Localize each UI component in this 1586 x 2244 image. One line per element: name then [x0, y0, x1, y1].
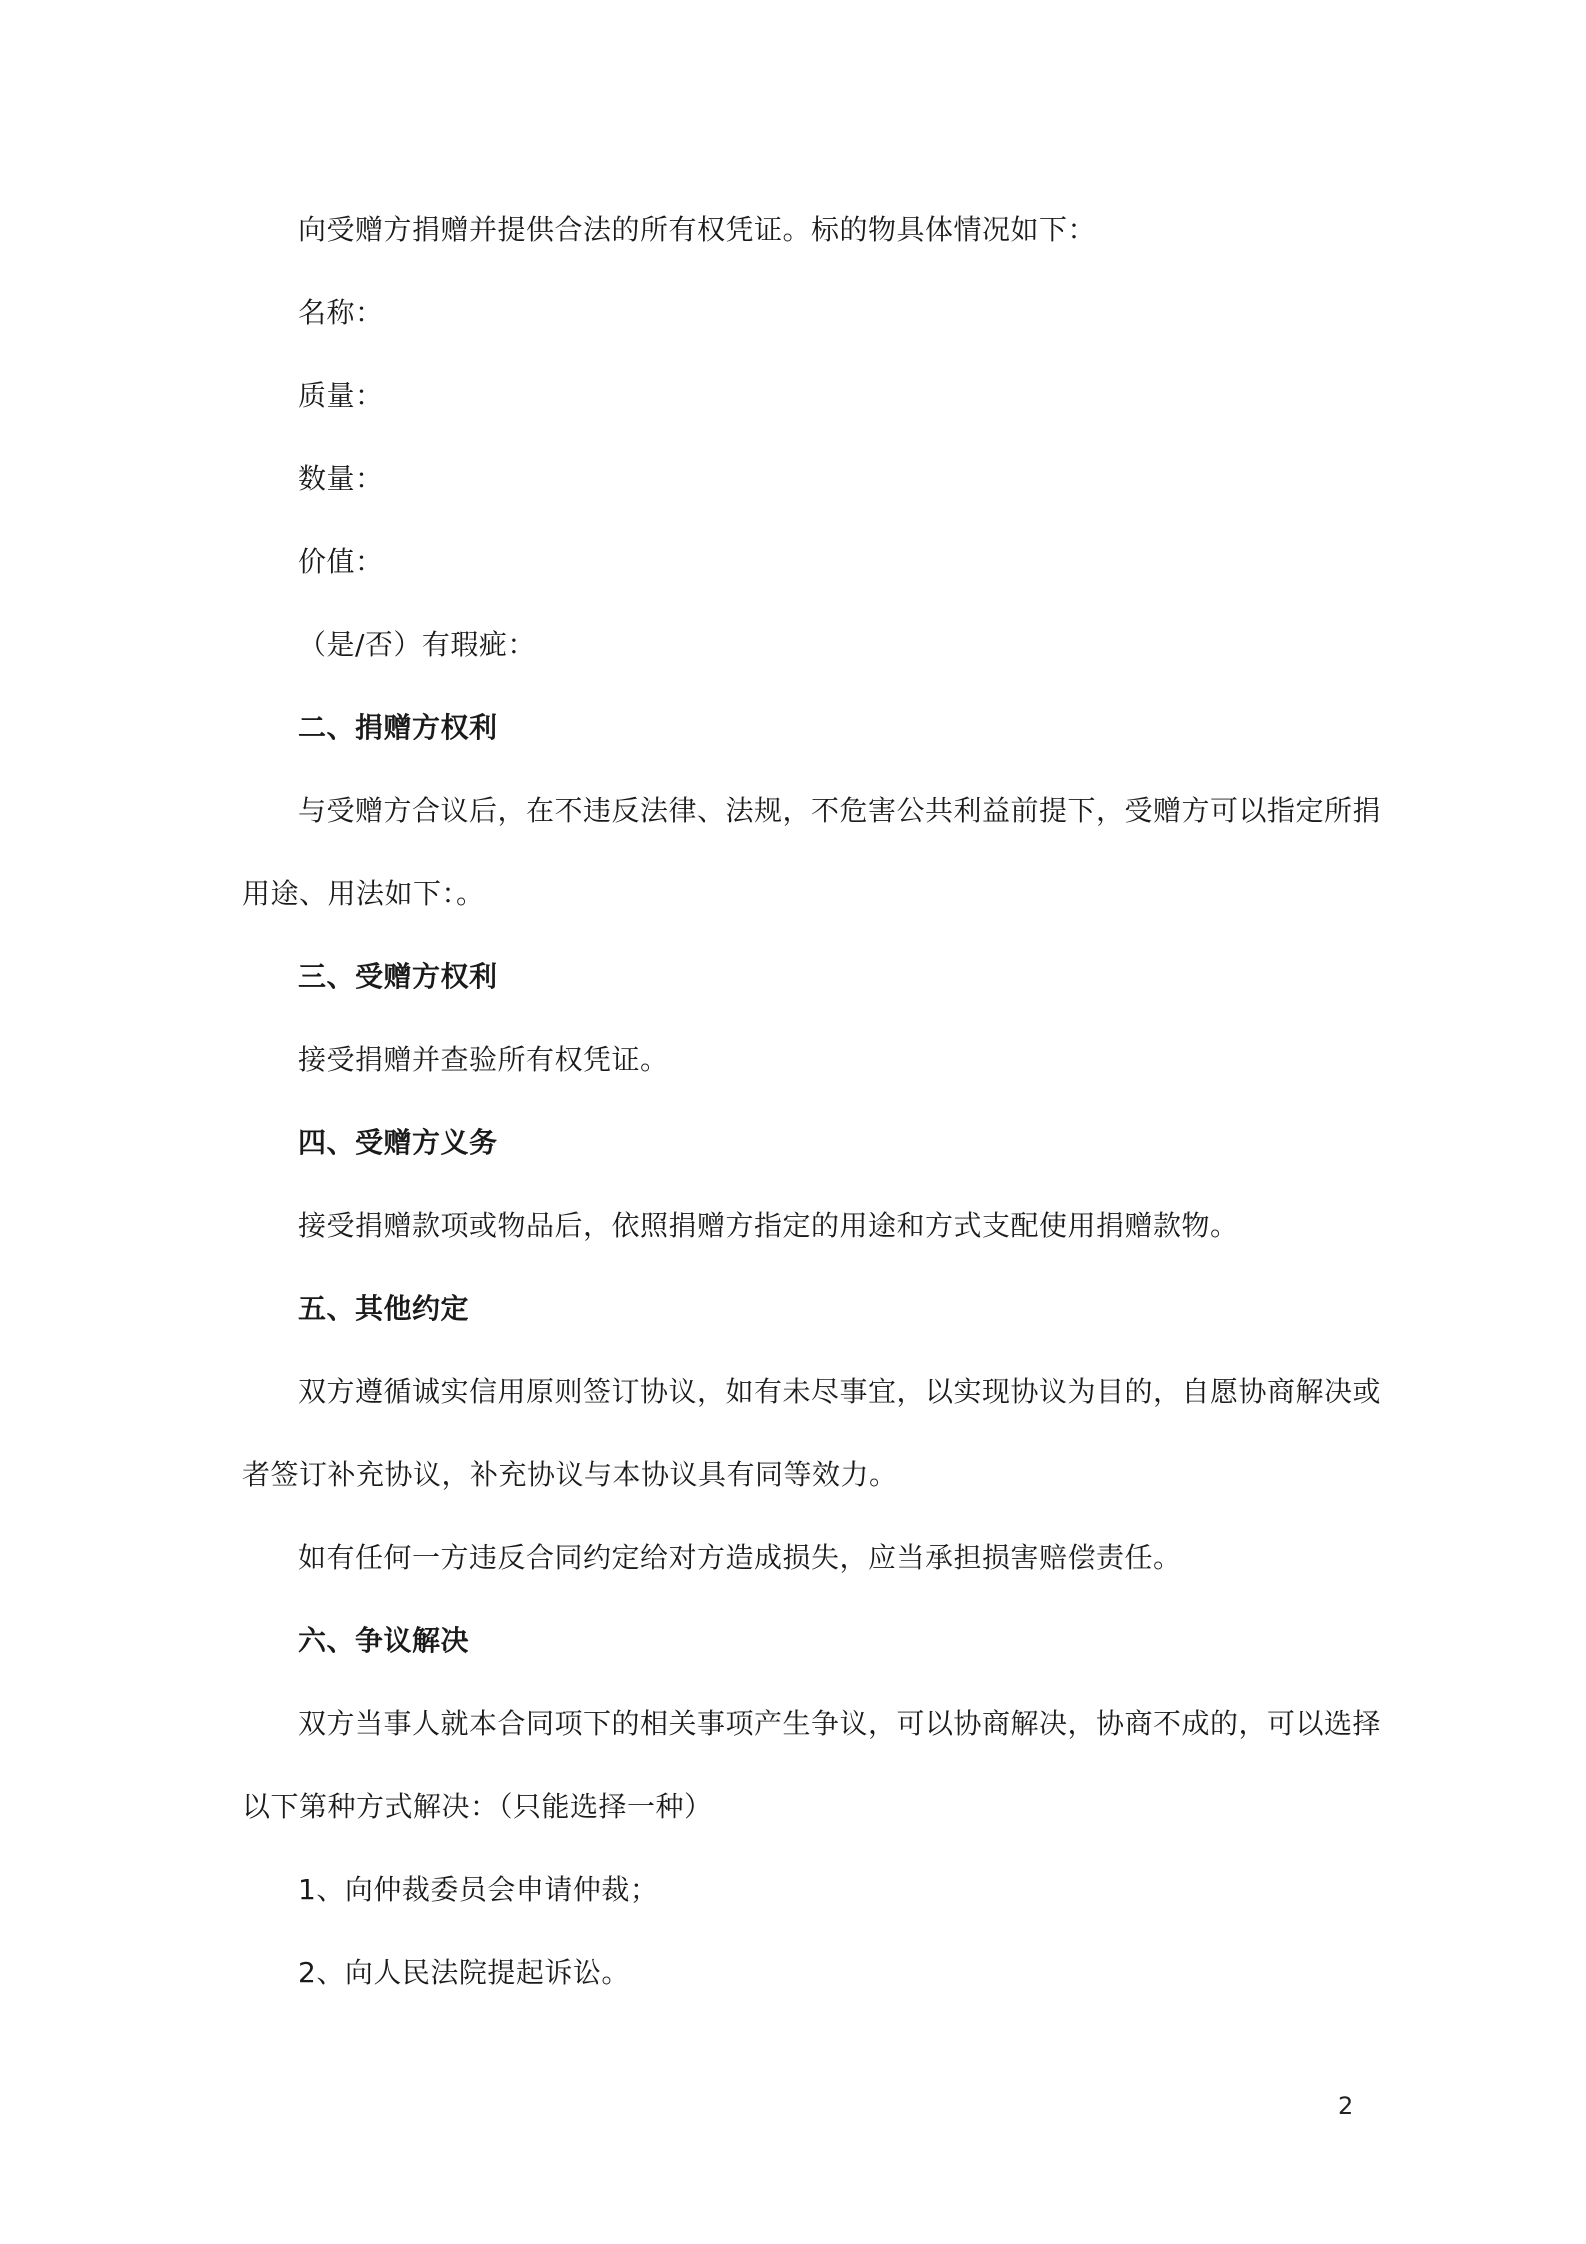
paragraph-line: 接受捐赠款项或物品后，依照捐赠方指定的用途和方式支配使用捐赠款物。	[298, 1209, 1239, 1242]
paragraph-line: 用途、用法如下：。	[242, 877, 485, 910]
page-number: 2	[1338, 2092, 1354, 2120]
paragraph-line: 双方当事人就本合同项下的相关事项产生争议，可以协商解决，协商不成的，可以选择	[298, 1707, 1382, 1740]
paragraph-line: 以下第种方式解决：（只能选择一种）	[242, 1790, 713, 1823]
field-name-label: 名称：	[298, 296, 384, 329]
section-heading: 六、争议解决	[298, 1624, 470, 1657]
paragraph-line: 双方遵循诚实信用原则签订协议，如有未尽事宜，以实现协议为目的，自愿协商解决或	[298, 1375, 1382, 1408]
paragraph-line: 向受赠方捐赠并提供合法的所有权凭证。标的物具体情况如下：	[298, 213, 1097, 246]
paragraph-line: 与受赠方合议后，在不违反法律、法规，不危害公共利益前提下，受赠方可以指定所捐	[298, 794, 1382, 827]
section-heading: 三、受赠方权利	[298, 960, 498, 993]
field-quantity-label: 数量：	[298, 462, 384, 495]
list-item: 2、向人民法院提起诉讼。	[298, 1956, 630, 1989]
field-value-label: 价值：	[298, 545, 384, 578]
section-heading: 五、其他约定	[298, 1292, 470, 1325]
field-quality-label: 质量：	[298, 379, 384, 412]
list-item: 1、向仲裁委员会申请仲裁；	[298, 1873, 659, 1906]
field-defect-label: （是/否）有瑕疵：	[298, 628, 536, 661]
section-heading: 四、受赠方义务	[298, 1126, 498, 1159]
section-heading: 二、捐赠方权利	[298, 711, 498, 744]
paragraph-line: 如有任何一方违反合同约定给对方造成损失，应当承担损害赔偿责任。	[298, 1541, 1182, 1574]
paragraph-line: 接受捐赠并查验所有权凭证。	[298, 1043, 669, 1076]
paragraph-line: 者签订补充协议，补充协议与本协议具有同等效力。	[242, 1458, 898, 1491]
